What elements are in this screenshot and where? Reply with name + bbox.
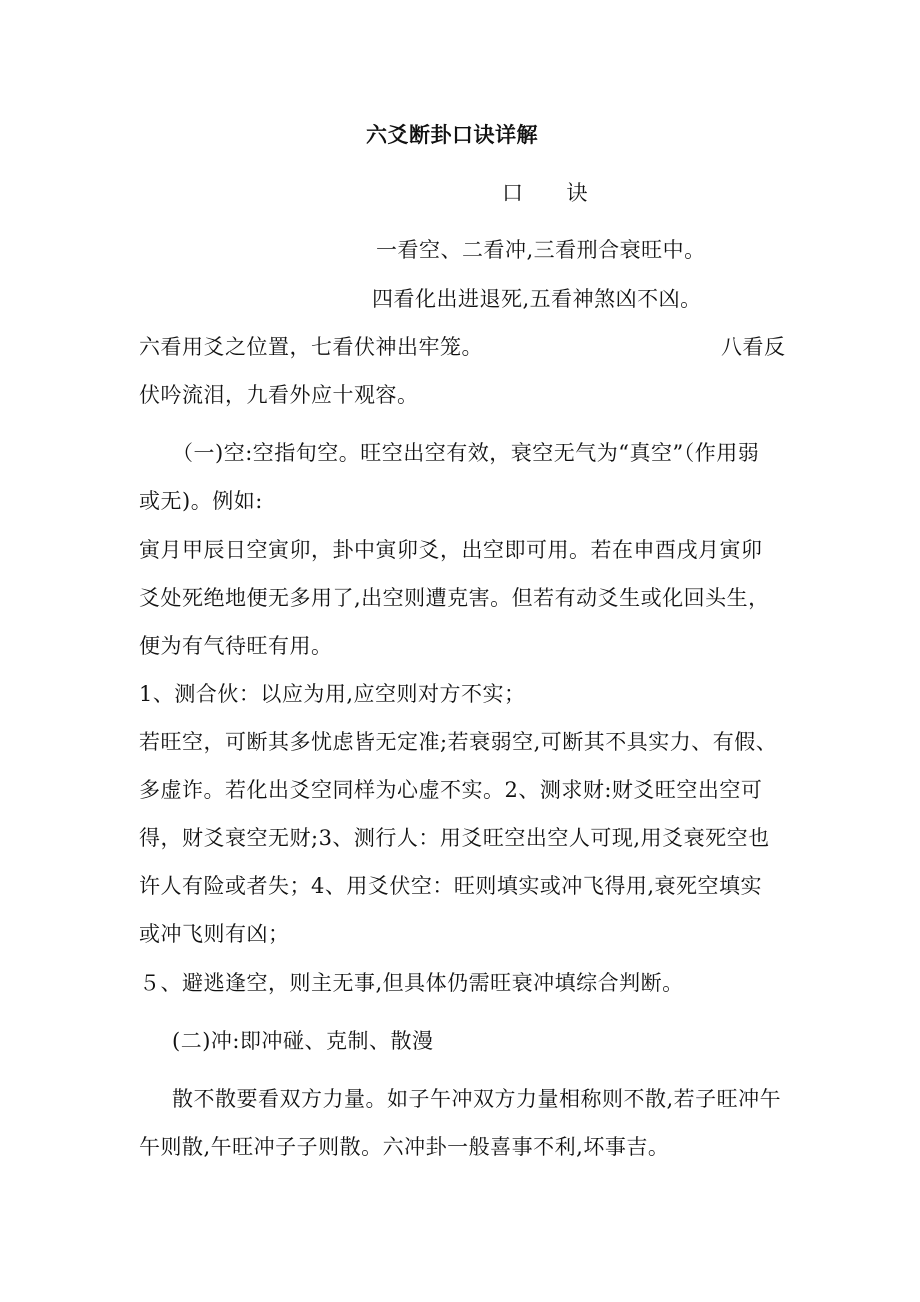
paragraph-line: 散不散要看双方力量。如子午冲双方力量相称则不散,若子旺冲午	[172, 1087, 782, 1111]
paragraph-line: 若旺空，可断其多忧虑皆无定准;若衰弱空,可断其不具实力、有假、	[139, 730, 778, 754]
verse-line-3b: 八看反	[721, 335, 786, 359]
section-heading-chong: (二)冲:即冲碰、克制、散漫	[172, 1029, 434, 1053]
section-heading-koujue: 口 诀	[502, 181, 588, 205]
verse-line-2: 四看化出进退死,五看神煞凶不凶。	[372, 287, 702, 311]
document-title: 六爻断卦口诀详解	[366, 122, 538, 147]
verse-line-3a: 六看用爻之位置，七看伏神出牢笼。	[139, 335, 483, 359]
verse-line-1: 一看空、二看冲,三看刑合衰旺中。	[376, 238, 706, 262]
paragraph-line: 爻处死绝地便无多用了,出空则遭克害。但若有动爻生或化回头生，	[139, 586, 770, 610]
paragraph-line: 多虚诈。若化出爻空同样为心虚不实。2、测求财:财爻旺空出空可	[139, 778, 763, 802]
verse-line-4: 伏吟流泪，九看外应十观容。	[139, 383, 419, 407]
paragraph-line: 1、测合伙：以应为用,应空则对方不实；	[139, 682, 526, 706]
paragraph-line: 或冲飞则有凶；	[139, 922, 290, 946]
paragraph-line: 许人有险或者失；4、用爻伏空：旺则填实或冲飞得用,衰死空填实	[139, 874, 763, 898]
paragraph-line: 寅月甲辰日空寅卯，卦中寅卯爻，出空即可用。若在申酉戌月寅卯	[139, 538, 763, 562]
paragraph-line: 得，财爻衰空无财;3、测行人：用爻旺空出空人可现,用爻衰死空也	[139, 826, 770, 850]
paragraph-line: 便为有气待旺有用。	[139, 634, 333, 658]
paragraph-line: （一)空:空指旬空。旺空出空有效，衰空无气为“真空”（作用弱	[172, 441, 760, 465]
paragraph-line: ５、避逃逢空，则主无事,但具体仍需旺衰冲填综合判断。	[139, 971, 684, 995]
paragraph-line: 或无)。例如:	[139, 489, 263, 513]
paragraph-line: 午则散,午旺冲子子则散。六冲卦一般喜事不利,坏事吉。	[139, 1135, 670, 1159]
